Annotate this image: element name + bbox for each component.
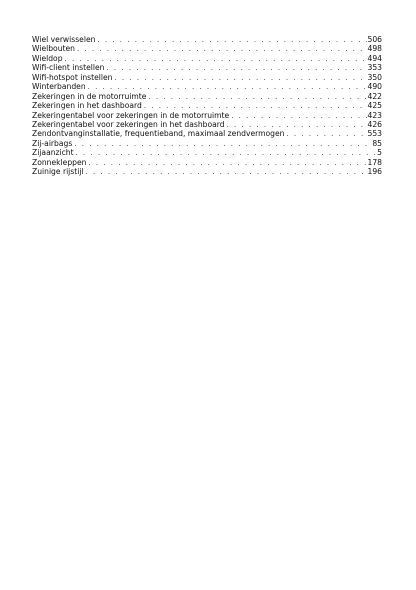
index-entry <box>32 148 382 157</box>
index-entry-page: 423 <box>367 110 382 120</box>
index-entry-page: 178 <box>367 157 382 167</box>
index-entry-page: 353 <box>367 63 382 73</box>
index-entry <box>32 63 382 72</box>
dot-leader <box>74 140 371 149</box>
dot-leader <box>286 130 366 139</box>
dot-leader <box>97 36 366 45</box>
index-entry <box>32 120 382 129</box>
index-entry <box>32 54 382 63</box>
index-entry-term: Zekeringen in de motorruimte <box>32 91 147 101</box>
index-entry-term: Wifi-client instellen <box>32 63 105 73</box>
dot-leader <box>88 159 366 168</box>
index-entry-page: 426 <box>367 119 382 129</box>
dot-leader <box>65 55 367 64</box>
index-entry <box>32 73 382 82</box>
dot-leader <box>114 74 366 83</box>
dot-leader <box>86 168 367 177</box>
index-entry-page: 350 <box>367 72 382 82</box>
dot-leader <box>231 112 366 121</box>
index-entry-term: Zekeringentabel voor zekeringen in het dashboard <box>32 119 225 129</box>
dot-leader <box>77 45 367 54</box>
index-entry <box>32 101 382 110</box>
index-entry-page: 506 <box>367 35 382 44</box>
index-entry-term: Zijaanzicht <box>32 148 74 158</box>
index-entry <box>32 44 382 53</box>
index-entry <box>32 158 382 167</box>
index-entry-term: Zonnekleppen <box>32 157 87 167</box>
index-entry-term: Wielbouten <box>32 44 75 54</box>
index-entry-page: 196 <box>367 167 382 177</box>
index-entry-page: 422 <box>367 91 382 101</box>
index-entry-term: Zekeringen in het dashboard <box>32 101 142 111</box>
index-entry-page: 553 <box>367 129 382 139</box>
dot-leader <box>148 93 366 102</box>
index-entry <box>32 111 382 120</box>
index-entry-page: 425 <box>367 101 382 111</box>
index-entry <box>32 139 382 148</box>
index-entry-page: 5 <box>377 148 382 158</box>
index-entry-page: 490 <box>367 82 382 92</box>
index-entry <box>32 92 382 101</box>
index-entry-term: Wieldop <box>32 53 63 63</box>
index-list <box>32 35 382 177</box>
index-entry-term: Winterbanden <box>32 82 86 92</box>
index-entry-term: Wifi-hotspot instellen <box>32 72 113 82</box>
index-entry-term: Zuinige rijstijl <box>32 167 84 177</box>
index-entry-term: Wiel verwisselen <box>32 35 96 44</box>
index-entry-page: 85 <box>372 138 382 148</box>
index-entry <box>32 129 382 138</box>
index-entry-page: 494 <box>367 53 382 63</box>
index-entry <box>32 35 382 44</box>
index-entry-term: Zij-airbags <box>32 138 73 148</box>
index-entry <box>32 82 382 91</box>
index-entry-page: 498 <box>367 44 382 54</box>
index-entry <box>32 167 382 176</box>
index-entry-term: Zekeringentabel voor zekeringen in de motorruimte <box>32 110 230 120</box>
dot-leader <box>106 64 366 73</box>
index-entry-term: Zendontvanginstallatie, frequentieband, maximaal zendvermogen <box>32 129 285 139</box>
dot-leader <box>76 149 377 158</box>
